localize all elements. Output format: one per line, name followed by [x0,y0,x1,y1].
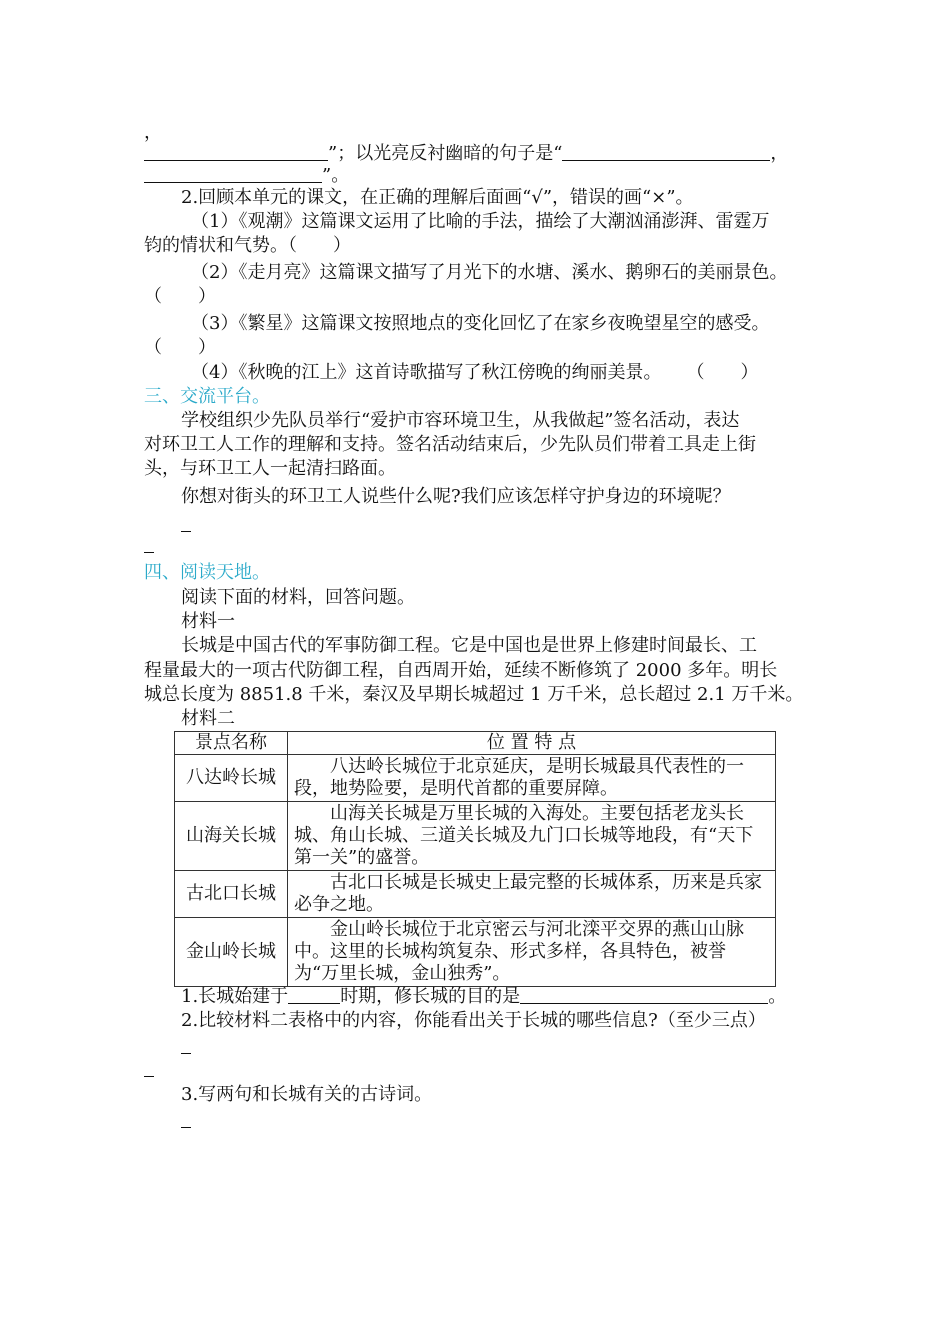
reading-q2: 2.比较材料二表格中的内容，你能看出关于长城的哪些信息?（至少三点） [181,1010,766,1031]
table-row [175,871,776,918]
answer-line[interactable] [144,552,154,553]
table-cell-desc: 金山岭长城位于北京密云与河北滦平交界的燕山山脉中。这里的长城构筑复杂、形式多样，各具特色，被誉为“万里长城，金山独秀”。 [288,918,776,987]
material2-label: 材料二 [181,708,235,729]
table-header: 位 置 特 点 [288,732,776,755]
q2-item1-line2: 钧的情状和气势。（ ） [144,235,351,256]
section4-intro: 阅读下面的材料，回答问题。 [181,587,415,608]
q2-item4 [191,362,758,384]
section3-question: 你想对街头的环卫工人说些什么呢?我们应该怎样守护身边的环境呢？ [181,486,731,507]
q2-item3-line1: （3）《繁星》这篇课文按照地点的变化回忆了在家乡夜晚望星空的感受。 [191,313,770,334]
q2-item4-paren[interactable]: （ ） [695,362,759,383]
answer-line[interactable] [144,1076,154,1077]
q2-item2-line1: （2）《走月亮》这篇课文描写了月光下的水塘、溪水、鹅卵石的美丽景色。 [191,262,788,283]
table-row [175,802,776,871]
reading-q3: 3.写两句和长城有关的古诗词。 [181,1084,433,1105]
table-cell-desc: 古北口长城是长城史上最完整的长城体系，历来是兵家必争之地。 [288,871,776,918]
table-header-row [175,732,776,755]
answer-blank[interactable] [288,985,340,1004]
reading-q1 [181,985,786,1008]
q2-item4-text: （4）《秋晚的江上》这首诗歌描写了秋江傍晚的绚丽美景。 [191,362,662,383]
material1-label: 材料一 [181,611,235,632]
table-cell-desc: 山海关长城是万里长城的入海处。主要包括老龙头长城、角山长城、三道关长城及九门口长城等地段，有“天下第一关”的盛誉。 [288,802,776,871]
section3-p1-line2: 对环卫工人工作的理解和支持。签名活动结束后，少先队员们带着工具走上街 [144,434,756,455]
great-wall-table [174,731,776,987]
q2-item3-line2: （ ） [144,337,216,358]
section3-heading: 三、交流平台。 [144,386,270,407]
fill-line-b [144,164,349,187]
table-cell-desc: 八达岭长城位于北京延庆，是明长城最具代表性的一段，地势险要，是明代首都的重要屏障。 [288,755,776,802]
q2-item2-line2: （ ） [144,286,216,307]
q2-item1-line1: （1）《观潮》这篇课文运用了比喻的手法，描绘了大潮汹涌澎湃、雷霆万 [191,211,770,232]
q1-text: 1.长城始建于 [181,986,289,1007]
material1-line2: 程量最大的一项古代防御工程，自西周开始，延续不断修筑了 2000 多年。明长 [144,660,778,681]
table-cell-name: 八达岭长城 [175,755,288,802]
section4-heading: 四、阅读天地。 [144,562,270,583]
table-row [175,755,776,802]
table-cell-name: 古北口长城 [175,871,288,918]
table-row [175,918,776,987]
fill-line-a [144,142,788,165]
comma-line: ， [144,122,162,143]
answer-blank[interactable] [144,164,322,183]
q1-text: 。 [768,986,787,1007]
answer-line[interactable] [181,1053,191,1054]
fill-text: ， [770,143,789,164]
answer-blank[interactable] [144,142,328,161]
q2-instruction: 2.回顾本单元的课文，在正确的理解后面画“√”，错误的画“×”。 [181,187,694,208]
table-header: 景点名称 [175,732,288,755]
answer-blank[interactable] [562,142,770,161]
fill-text: ”；以光亮反衬幽暗的句子是“ [328,143,563,164]
material1-line1: 长城是中国古代的军事防御工程。它是中国也是世界上修建时间最长、工 [181,635,757,656]
q1-text: 时期，修长城的目的是 [340,986,521,1007]
material1-line3: 城总长度为 8851.8 千米，秦汉及早期长城超过 1 万千米，总长超过 2.1 万千米。 [144,684,804,705]
fill-text: ”。 [322,165,350,186]
table-cell-name: 金山岭长城 [175,918,288,987]
table-cell-name: 山海关长城 [175,802,288,871]
answer-line[interactable] [181,531,191,532]
section3-p1-line3: 头，与环卫工人一起清扫路面。 [144,458,396,479]
section3-p1-line1: 学校组织少先队员举行“爱护市容环境卫生，从我做起”签名活动，表达 [181,410,740,431]
answer-blank[interactable] [520,985,768,1004]
answer-line[interactable] [181,1127,191,1128]
